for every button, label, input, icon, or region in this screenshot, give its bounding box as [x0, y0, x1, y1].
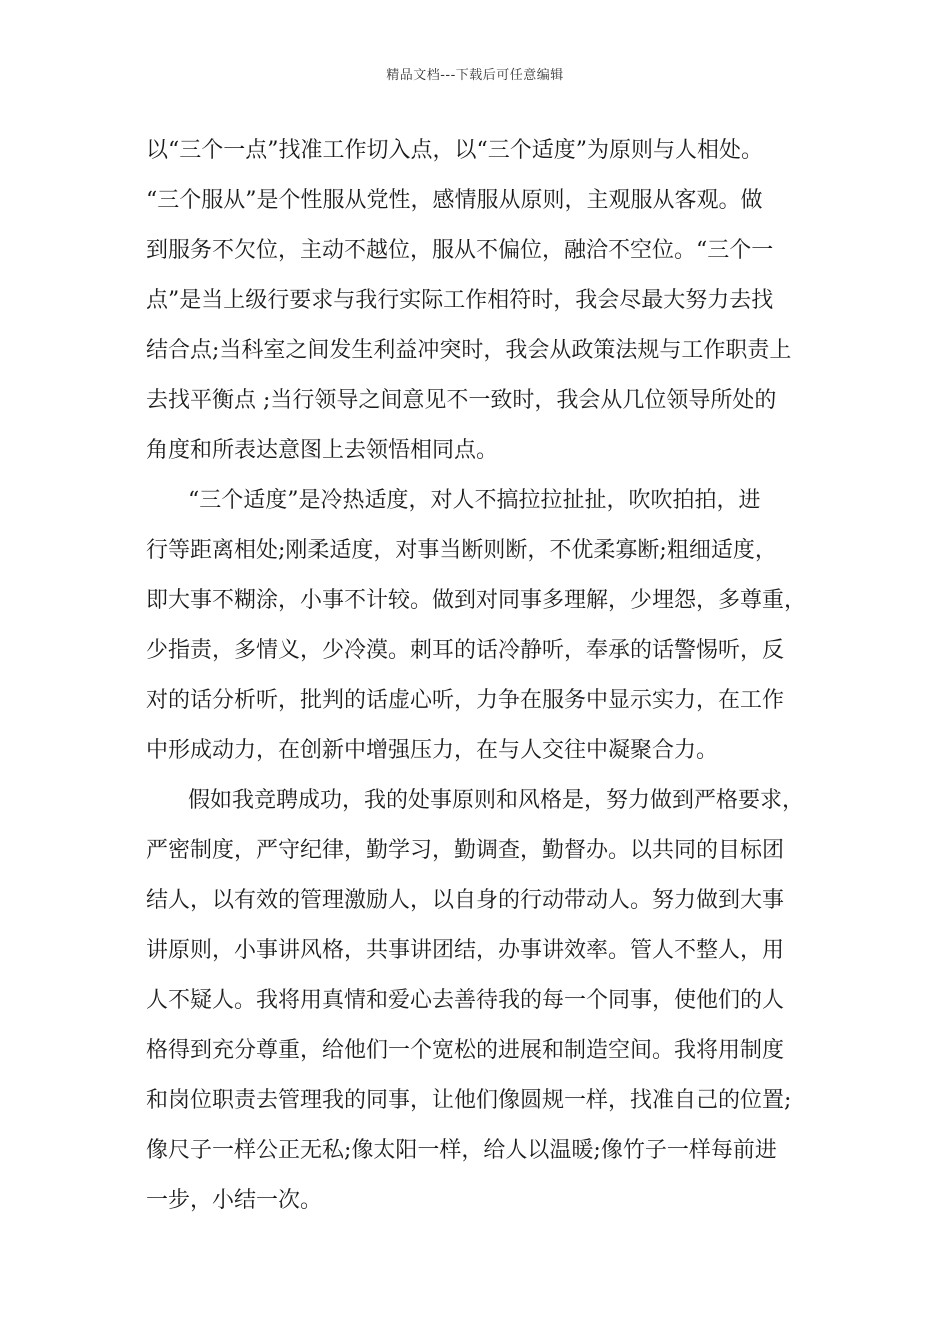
document-body — [146, 126, 836, 1226]
text-line: 一步，小结一次。 — [146, 1188, 323, 1213]
text-line: 人不疑人。我将用真情和爱心去善待我的每一个同事，使他们的人 — [146, 988, 785, 1013]
paragraph — [146, 476, 836, 776]
text-line: 讲原则，小事讲风格，共事讲团结，办事讲效率。管人不整人，用 — [146, 938, 785, 963]
text-line: 结人，以有效的管理激励人，以自身的行动带动人。努力做到大事 — [146, 888, 785, 913]
text-line: 严密制度，严守纪律，勤学习，勤调查，勤督办。以共同的目标团 — [146, 838, 785, 863]
text-line: 去找平衡点 ;当行领导之间意见不一致时，我会从几位领导所处的 — [146, 388, 777, 413]
text-line: 少指责，多情义，少冷漠。刺耳的话冷静听，奉承的话警惕听，反 — [146, 638, 785, 663]
paragraph — [146, 126, 836, 476]
page-header: 精品文档---下载后可任意编辑 — [386, 68, 564, 83]
text-line: 以“三个一点”找准工作切入点，以“三个适度”为原则与人相处。 — [146, 138, 763, 163]
paragraph — [146, 776, 836, 1226]
text-line: 对的话分析听，批判的话虚心听，力争在服务中显示实力，在工作 — [146, 688, 785, 713]
text-line: 结合点;当科室之间发生利益冲突时，我会从政策法规与工作职责上 — [146, 338, 792, 363]
text-line: 到服务不欠位，主动不越位，服从不偏位，融洽不空位。“三个一 — [146, 238, 774, 263]
text-line: 角度和所表达意图上去领悟相同点。 — [146, 438, 499, 463]
text-line: “三个服从”是个性服从党性，感情服从原则，主观服从客观。做 — [146, 188, 763, 213]
text-line: 行等距离相处;刚柔适度，对事当断则断，不优柔寡断;粗细适度， — [146, 538, 777, 563]
text-line: 点”是当上级行要求与我行实际工作相符时，我会尽最大努力去找 — [146, 288, 774, 313]
text-line: 假如我竞聘成功，我的处事原则和风格是，努力做到严格要求， — [188, 788, 805, 813]
text-line: 中形成动力，在创新中增强压力，在与人交往中凝聚合力。 — [146, 738, 719, 763]
text-line: “三个适度”是冷热适度，对人不搞拉拉扯扯，吹吹拍拍，进 — [188, 488, 761, 513]
text-line: 即大事不糊涂，小事不计较。做到对同事多理解，少埋怨，多尊重， — [146, 588, 807, 613]
text-line: 像尺子一样公正无私;像太阳一样，给人以温暖;像竹子一样每前进 — [146, 1138, 777, 1163]
text-line: 格得到充分尊重，给他们一个宽松的进展和制造空间。我将用制度 — [146, 1038, 785, 1063]
text-line: 和岗位职责去管理我的同事，让他们像圆规一样，找准自己的位置; — [146, 1088, 792, 1113]
